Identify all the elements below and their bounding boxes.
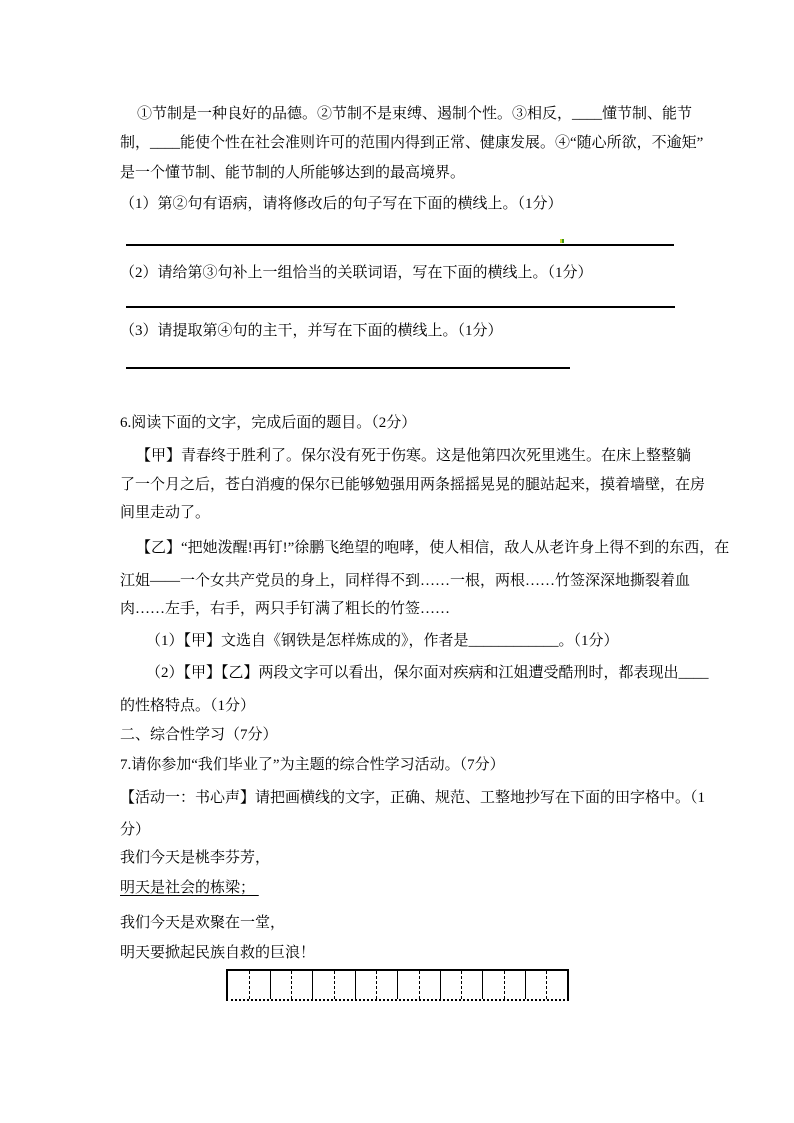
text-line-24: 明天要掀起民族自救的巨浪！ [120,945,316,961]
grid-cell-midline [376,971,377,999]
writing-grid-cell-6 [441,971,484,999]
grid-cell-midline [419,971,420,999]
answer-line-3 [126,367,570,369]
text-line-4: （1）第②句有语病，请将修改后的句子写在下面的横线上。（1分） [120,196,563,212]
writing-grid-cell-8 [526,971,568,999]
text-line-17: 二、综合性学习（7分） [120,727,278,743]
text-line-8: 【甲】青春终于胜利了。保尔没有死于伤寒。这是他第四次死里逃生。在床上整整躺 [136,448,692,464]
writing-grid-cell-3 [313,971,356,999]
grid-cell-midline [334,971,335,999]
text-line-18: 7.请你参加“我们毕业了”为主题的综合性学习活动。（7分） [120,757,505,773]
text-line-9: 了一个月之后，苍白消瘦的保尔已能够勉强用两条摇摇晃晃的腿站起来，摸着墙壁，在房 [120,477,706,493]
writing-grid-cell-2 [271,971,314,999]
stray-mark-dot [560,239,564,243]
writing-grid-cell-7 [483,971,526,999]
text-line-10: 间里走动了。 [120,505,211,521]
text-line-13: 肉……左手，右手，两只手钉满了粗长的竹签…… [120,601,451,617]
text-line-14: （1）【甲】文选自《钢铁是怎样炼成的》，作者是____________。（1分） [146,633,619,649]
grid-cell-midline [546,971,547,999]
grid-cell-midline [504,971,505,999]
writing-grid-cell-1 [228,971,271,999]
text-line-11: 【乙】“把她泼醒!再钉!”徐鹏飞绝望的咆哮，使人相信，敌人从老许身上得不到的东西，在 [136,540,730,556]
text-line-23: 我们今天是欢聚在一堂， [120,915,286,931]
writing-grid-cell-5 [398,971,441,999]
text-line-1: ①节制是一种良好的品德。②节制不是束缚、遏制个性。③相反，____懂节制、能节 [137,106,693,122]
text-line-16: 的性格特点。（1分） [120,698,256,714]
text-line-3: 是一个懂节制、能节制的人所能够达到的最高境界。 [120,165,466,181]
text-line-19: 【活动一：书心声】请把画横线的文字，正确、规范、工整地抄写在下面的田字格中。（1 [120,790,706,806]
text-line-15: （2）【甲】【乙】两段文字可以看出，保尔面对疾病和江姐遭受酷刑时，都表现出____ [146,665,709,681]
answer-line-2 [126,306,675,308]
answer-line-1 [126,244,674,246]
text-line-7: 6.阅读下面的文字，完成后面的题目。（2分） [120,415,417,431]
text-line-12: 江姐——一个女共产党员的身上，同样得不到……一根，两根……竹签深深地撕裂着血 [120,573,691,589]
text-line-2: 制，____能使个性在社会准则许可的范围内得到正常、健康发展。④“随心所欲，不逾矩” [120,135,704,151]
text-line-5: （2）请给第③句补上一组恰当的关联词语，写在下面的横线上。（1分） [120,265,593,281]
grid-cell-midline [461,971,462,999]
text-line-21: 我们今天是桃李芬芳， [120,850,271,866]
text-line-6: （3）请提取第④句的主干，并写在下面的横线上。（1分） [120,323,503,339]
writing-grid [226,969,569,1001]
text-line-20: 分） [120,822,151,838]
writing-grid-cell-4 [356,971,399,999]
text-line-22: 明天是社会的栋梁； [120,880,259,896]
grid-cell-midline [291,971,292,999]
grid-cell-midline [249,971,250,999]
